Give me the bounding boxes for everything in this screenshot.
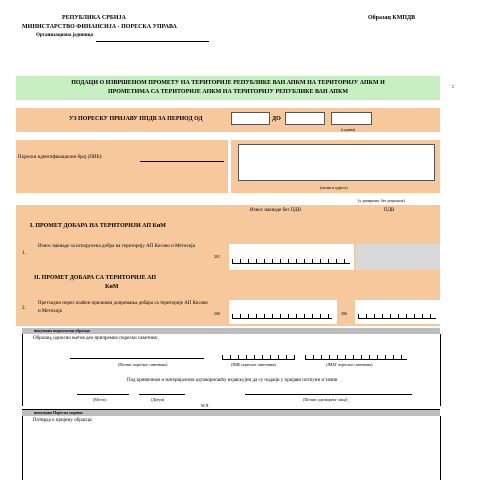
row2-number: 2. bbox=[22, 306, 26, 311]
date-caption: (Датум) bbox=[151, 397, 165, 402]
row2-vat-cell[interactable] bbox=[355, 300, 440, 324]
taxpayer-section-title: попуњава подносилац обрасца: bbox=[34, 328, 91, 333]
receipt-label: Потврда о пријему обрасца: bbox=[33, 418, 93, 423]
row2-amount-digits bbox=[232, 309, 332, 319]
row2-amount-cell[interactable] bbox=[229, 300, 337, 324]
org-unit-field[interactable] bbox=[96, 41, 209, 42]
period-to-input[interactable] bbox=[285, 112, 325, 125]
name-address-caption: (назив и адреса) bbox=[320, 185, 348, 190]
period-year-input[interactable] bbox=[331, 112, 372, 125]
corner-mark: : bbox=[452, 84, 454, 90]
mp-mark: М.П. bbox=[201, 403, 210, 408]
row1-number: 1. bbox=[22, 251, 26, 256]
liability-statement: Под кривичном и материјалном одговорношћу изјављујем да су подаци у пријави потпуни и тачни bbox=[127, 378, 338, 383]
year-caption: (година) bbox=[341, 127, 356, 132]
row2-description: Претходни порез плаћен приликом допремања добара са територије АП Косово и Метохија bbox=[38, 301, 208, 314]
authority-section-title: попуњава Пореска управа: bbox=[34, 410, 84, 415]
title-line2: ПРОМЕТИМА СА ТЕРИТОРИЈЕ АПКМ НА ТЕРИТОРИЈУ РЕПУБЛИКЕ ВАН АПКМ bbox=[108, 89, 348, 95]
date-field[interactable] bbox=[139, 394, 185, 395]
form-prepared-label: Образац, односно његов део припремио порески саветник: bbox=[33, 336, 159, 341]
row1-amount-cell[interactable] bbox=[229, 244, 354, 270]
country-name: РЕПУБЛИКА СРБИЈА bbox=[62, 15, 126, 21]
place-field[interactable] bbox=[77, 394, 129, 395]
authority-section-header bbox=[22, 409, 440, 416]
row1-description: Износ накнаде за испоручена добра на територију АП Косово и Метохија bbox=[38, 244, 195, 249]
pib-input[interactable] bbox=[140, 161, 224, 162]
period-label: УЗ ПОРЕСКУ ПРИЈАВУ ППДВ ЗА ПЕРИОД ОД bbox=[69, 116, 203, 122]
row2-vat-digits bbox=[358, 309, 436, 319]
section2-title-line1: II. ПРОМЕТ ДОБАРА СА ТЕРИТОРИЈЕ АП bbox=[34, 275, 157, 281]
title-band bbox=[16, 76, 440, 100]
signature-field[interactable] bbox=[245, 394, 412, 395]
period-to-label: ДО bbox=[272, 116, 281, 122]
col-amount-header: Износ накнаде без ПДВ bbox=[250, 208, 301, 213]
authority-section-box bbox=[22, 416, 441, 480]
pib-label: Порески идентификациони број (ПИБ): bbox=[18, 155, 103, 160]
advisor-jmbg-field[interactable] bbox=[305, 350, 407, 360]
advisor-pib-field[interactable] bbox=[222, 350, 295, 360]
place-caption: (Место) bbox=[93, 397, 107, 402]
ministry-name: МИНИСТАРСТВО ФИНАНСИЈА - ПОРЕСКА УПРАВА bbox=[22, 24, 177, 30]
taxpayer-section-box bbox=[22, 334, 441, 406]
form-code: Образац КМПДВ bbox=[368, 15, 416, 21]
row2-code-amount: 206 bbox=[214, 311, 220, 316]
row1-vat-cell bbox=[356, 244, 440, 270]
period-from-input[interactable] bbox=[231, 112, 270, 125]
advisor-jmbg-caption: (ЈМБГ пореског саветника) bbox=[326, 362, 373, 367]
section2-title-line2: КиМ bbox=[105, 284, 119, 290]
org-unit-label: Организациона јединица bbox=[36, 33, 93, 38]
advisor-pib-caption: (ПИБ пореског саветника) bbox=[231, 362, 276, 367]
advisor-name-caption: (Потпис пореског саветника) bbox=[118, 362, 168, 367]
row2-code-vat: 306 bbox=[341, 311, 347, 316]
signature-caption: (Потпис одговорног лица) bbox=[303, 397, 348, 402]
name-address-input[interactable] bbox=[238, 144, 435, 181]
row1-amount-digits bbox=[232, 254, 350, 264]
advisor-name-field[interactable] bbox=[70, 358, 204, 359]
title-line1: ПОДАЦИ О ИЗВРШЕНОМ ПРОМЕТУ НА ТЕРИТОРИЈЕ РЕПУБЛИКЕ ВАН АПКМ НА ТЕРИТОРИЈУ АПКМ И bbox=[71, 80, 385, 86]
col-vat-header: ПДВ bbox=[384, 208, 395, 213]
section1-title: I. ПРОМЕТ ДОБАРА НА ТЕРИТОРИЈИ АП КиМ bbox=[30, 223, 166, 229]
pib-band bbox=[16, 140, 228, 193]
currency-note: (у динарима, без децимала) bbox=[358, 198, 405, 203]
row1-code: 201 bbox=[214, 254, 220, 259]
